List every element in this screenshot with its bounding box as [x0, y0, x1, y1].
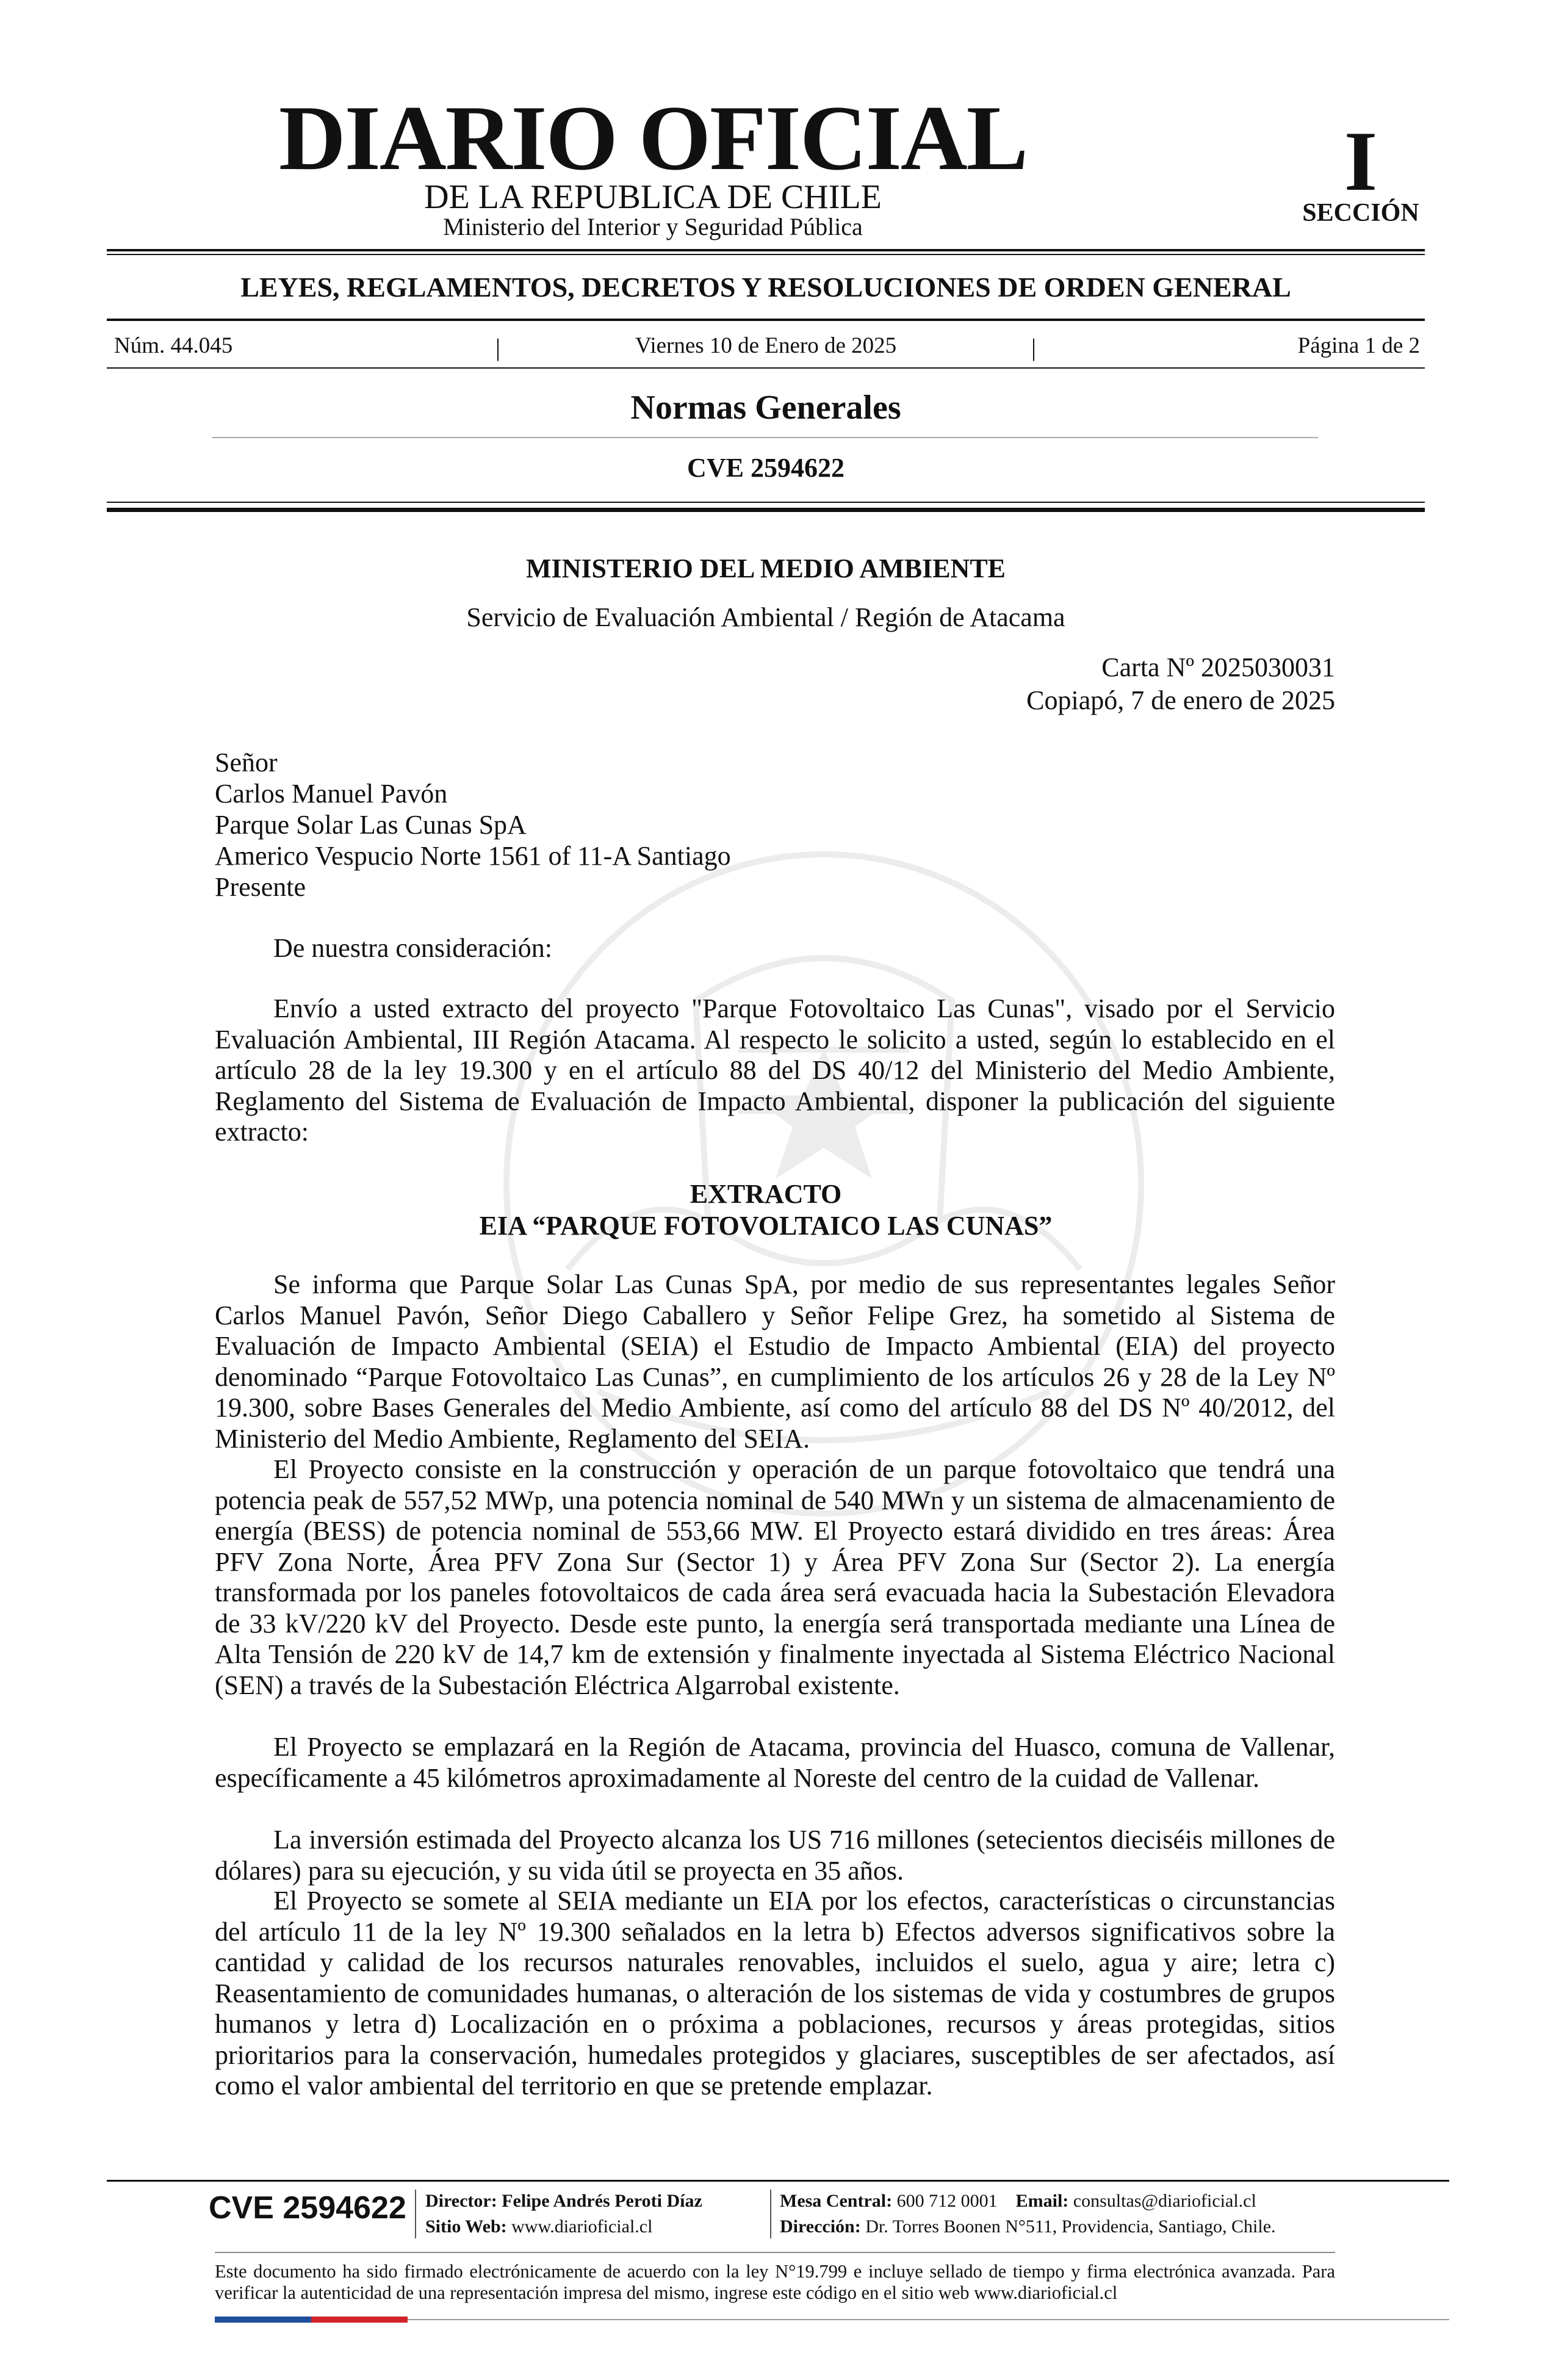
address-line: Carlos Manuel Pavón [215, 779, 448, 809]
extract-paragraph: El Proyecto se emplazará en la Región de Atacama, provincia del Huasco, comuna de Vallenar, específicamente a 45 kilómetros aproximadamente al Noreste del centro de la cuidad de Vallenar. [215, 1732, 1335, 1793]
masthead-rule-thin [107, 254, 1425, 255]
address-value: Dr. Torres Boonen N°511, Providencia, Santiago, Chile. [865, 2216, 1276, 2237]
section-numeral: I [1344, 114, 1378, 209]
laws-header: LEYES, REGLAMENTOS, DECRETOS Y RESOLUCIONES DE ORDEN GENERAL [240, 272, 1291, 303]
info-rule [107, 367, 1425, 369]
extract-subtitle: EIA “PARQUE FOTOVOLTAICO LAS CUNAS” [479, 1211, 1053, 1241]
footer-divider [770, 2190, 771, 2238]
info-separator: | [1031, 334, 1037, 361]
ministry-heading: MINISTERIO DEL MEDIO AMBIENTE [525, 554, 1006, 583]
footer-rule-inner [215, 2252, 1335, 2253]
newspaper-subtitle: DE LA REPUBLICA DE CHILE [424, 178, 882, 216]
phone-number: 600 712 0001 [896, 2191, 998, 2211]
address-line: Presente [215, 872, 306, 902]
extract-paragraph: El Proyecto se somete al SEIA mediante un EIA por los efectos, características o circunstancias del artículo 11 de la ley Nº 19.300 señalados en la letra b) Efectos adversos significativos sobre la cantidad y calidad de los recursos naturales renovables, incluidos el suelo, agua y aire; letra c) Reasentamiento de comunidades humanas, o alteración de los sistemas de vida y costumbres de grupos humanos y letra d) Localización en o próxima a poblaciones, recursos y áreas protegidas, sitios prioritarios para la conservación, humedales protegidos y glaciares, susceptibles de ser afectados, así como el valor ambiental del territorio en que se pretende emplazar. [215, 1886, 1335, 2101]
footer-rule [107, 2180, 1449, 2182]
flag-stripe-red [311, 2317, 408, 2323]
footer-bottom-rule [408, 2319, 1449, 2320]
issue-date: Viernes 10 de Enero de 2025 [635, 333, 897, 358]
footer-cve: CVE 2594622 [209, 2190, 406, 2226]
address-line: Americo Vespucio Norte 1561 of 11-A Santiago [215, 841, 731, 871]
flag-stripe-blue [215, 2317, 311, 2323]
page-count: Página 1 de 2 [1297, 333, 1420, 358]
footer-address [780, 2218, 1276, 2236]
extract-title: EXTRACTO [690, 1179, 842, 1209]
website-link[interactable]: www.diarioficial.cl [511, 2216, 653, 2237]
address-line: Parque Solar Las Cunas SpA [215, 810, 527, 840]
norms-rule [212, 437, 1318, 438]
newspaper-ministry: Ministerio del Interior y Seguridad Pública [443, 213, 863, 240]
website-label: Sitio Web: [425, 2216, 507, 2237]
salutation: De nuestra consideración: [273, 933, 552, 963]
info-separator: | [495, 334, 501, 361]
phone-label: Mesa Central: [780, 2191, 893, 2211]
masthead-rule [107, 249, 1425, 251]
header-end-rule [107, 502, 1425, 503]
email-label: Email: [1015, 2191, 1069, 2211]
footer-website [425, 2218, 652, 2236]
footer-divider [415, 2190, 416, 2238]
email-link[interactable]: consultas@diarioficial.cl [1073, 2191, 1256, 2211]
extract-paragraph: El Proyecto consiste en la construcción y operación de un parque fotovoltaico que tendrá una potencia peak de 557,52 MWp, una potencia nominal de 540 MWn y un sistema de almacenamiento de energía (BESS) de potencia nominal de 553,66 MW. El Proyecto estará dividido en tres áreas: Área PFV Zona Norte, Área PFV Zona Sur (Sector 1) y Área PFV Zona Sur (Sector 2). La energía transformada por los paneles fotovoltaicos de cada área será evacuada hacia la Subestación Elevadora de 33 kV/220 kV del Proyecto. Desde este punto, la energía será transportada mediante una Línea de Alta Tensión de 220 kV de 14,7 km de extensión y finalmente inyectada al Sistema Eléctrico Nacional (SEN) a través de la Subestación Eléctrica Algarrobal existente. [215, 1454, 1335, 1700]
header-end-rule-thick [107, 508, 1425, 512]
address-label: Dirección: [780, 2216, 861, 2237]
footer-legal-text: Este documento ha sido firmado electrónicamente de acuerdo con la ley N°19.799 e incluye sellado de tiempo y firma electrónica avanzada. Para verificar la autenticidad de una representación impresa del mismo, ingrese este código en el sitio web www.diarioficial.cl [215, 2261, 1335, 2303]
newspaper-title: DIARIO OFICIAL [278, 87, 1028, 189]
section-label: SECCIÓN [1302, 199, 1419, 227]
footer-director [425, 2192, 702, 2210]
extract-paragraph: La inversión estimada del Proyecto alcanza los US 716 millones (setecientos dieciséis millones de dólares) para su ejecución, y su vida útil se proyecta en 35 años. [215, 1825, 1335, 1886]
director-label: Director: [425, 2191, 497, 2211]
extract-paragraph: Se informa que Parque Solar Las Cunas SpA, por medio de sus representantes legales Señor Carlos Manuel Pavón, Señor Diego Caballero y Señor Felipe Grez, ha sometido al Sistema de Evaluación de Impacto Ambiental (SEIA) el Estudio de Impacto Ambiental (EIA) del proyecto denominado “Parque Fotovoltaico Las Cunas”, en cumplimiento de los artículos 26 y 28 de la Ley Nº 19.300, sobre Bases Generales del Medio Ambiente, así como del artículo 88 del DS Nº 40/2012, del Ministerio del Medio Ambiente, Reglamento del SEIA. [215, 1269, 1335, 1454]
intro-paragraph: Envío a usted extracto del proyecto "Parque Fotovoltaico Las Cunas", visado por el Servicio Evaluación Ambiental, III Región Atacama. Al respecto le solicito a usted, según lo establecido en el artículo 28 de la ley 19.300 y en el artículo 88 del DS 40/12 del Ministerio del Medio Ambiente, Reglamento del Sistema de Evaluación de Impacto Ambiental, disponer la publicación del siguiente extracto: [215, 993, 1335, 1147]
cve-code: CVE 2594622 [687, 453, 845, 483]
letter-number: Carta Nº 2025030031 [1101, 652, 1335, 682]
letter-place-date: Copiapó, 7 de enero de 2025 [1026, 685, 1335, 715]
address-line: Señor [215, 748, 278, 777]
service-heading: Servicio de Evaluación Ambiental / Región de Atacama [466, 602, 1065, 632]
laws-rule [107, 319, 1425, 321]
footer-contact [780, 2192, 1256, 2210]
director-name: Felipe Andrés Peroti Díaz [502, 2191, 702, 2211]
norms-heading: Normas Generales [630, 389, 901, 427]
issue-number: Núm. 44.045 [114, 333, 233, 358]
